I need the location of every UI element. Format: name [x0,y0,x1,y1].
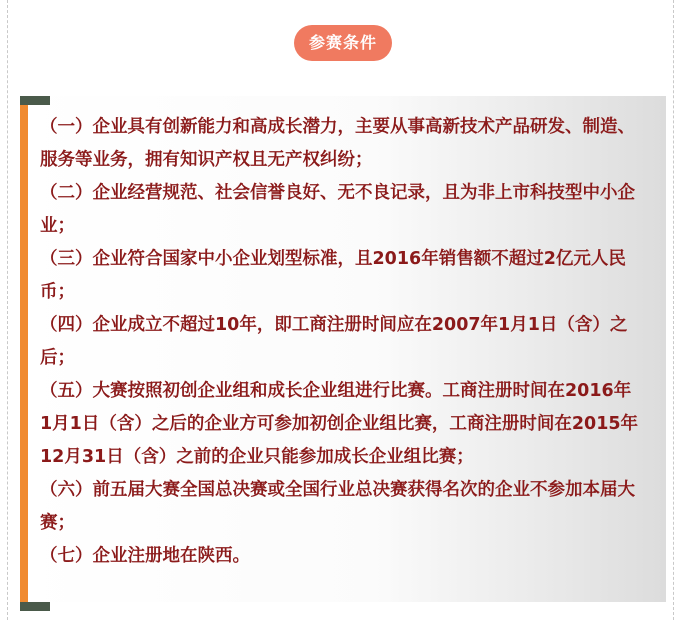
corner-marker-bottom [20,602,50,611]
condition-item-3: （三）企业符合国家中小企业划型标准，且2016年销售额不超过2亿元人民币； [40,249,626,302]
condition-item-5: （五）大赛按照初创企业组和成长企业组进行比赛。工商注册时间在2016年1月1日（含）之后的企业方可参加初创企业组比赛，工商注册时间在2015年12月31日（含）之前的企业只能参加成长企业组比赛； [40,381,639,467]
corner-marker-top [20,96,50,105]
condition-item-6: （六）前五届大赛全国总决赛或全国行业总决赛获得名次的企业不参加本届大赛； [40,480,635,533]
condition-item-1: （一）企业具有创新能力和高成长潜力，主要从事高新技术产品研发、制造、服务等业务，拥有知识产权且无产权纠纷； [40,117,635,170]
condition-item-7: （七）企业注册地在陕西。 [40,546,250,566]
accent-bar [20,96,28,602]
conditions-list [40,111,640,573]
condition-item-4: （四）企业成立不超过10年，即工商注册时间应在2007年1月1日（含）之后； [40,315,628,368]
section-title: 参赛条件 [294,25,392,61]
condition-item-2: （二）企业经营规范、社会信誉良好、无不良记录，且为非上市科技型中小企业； [40,183,635,236]
